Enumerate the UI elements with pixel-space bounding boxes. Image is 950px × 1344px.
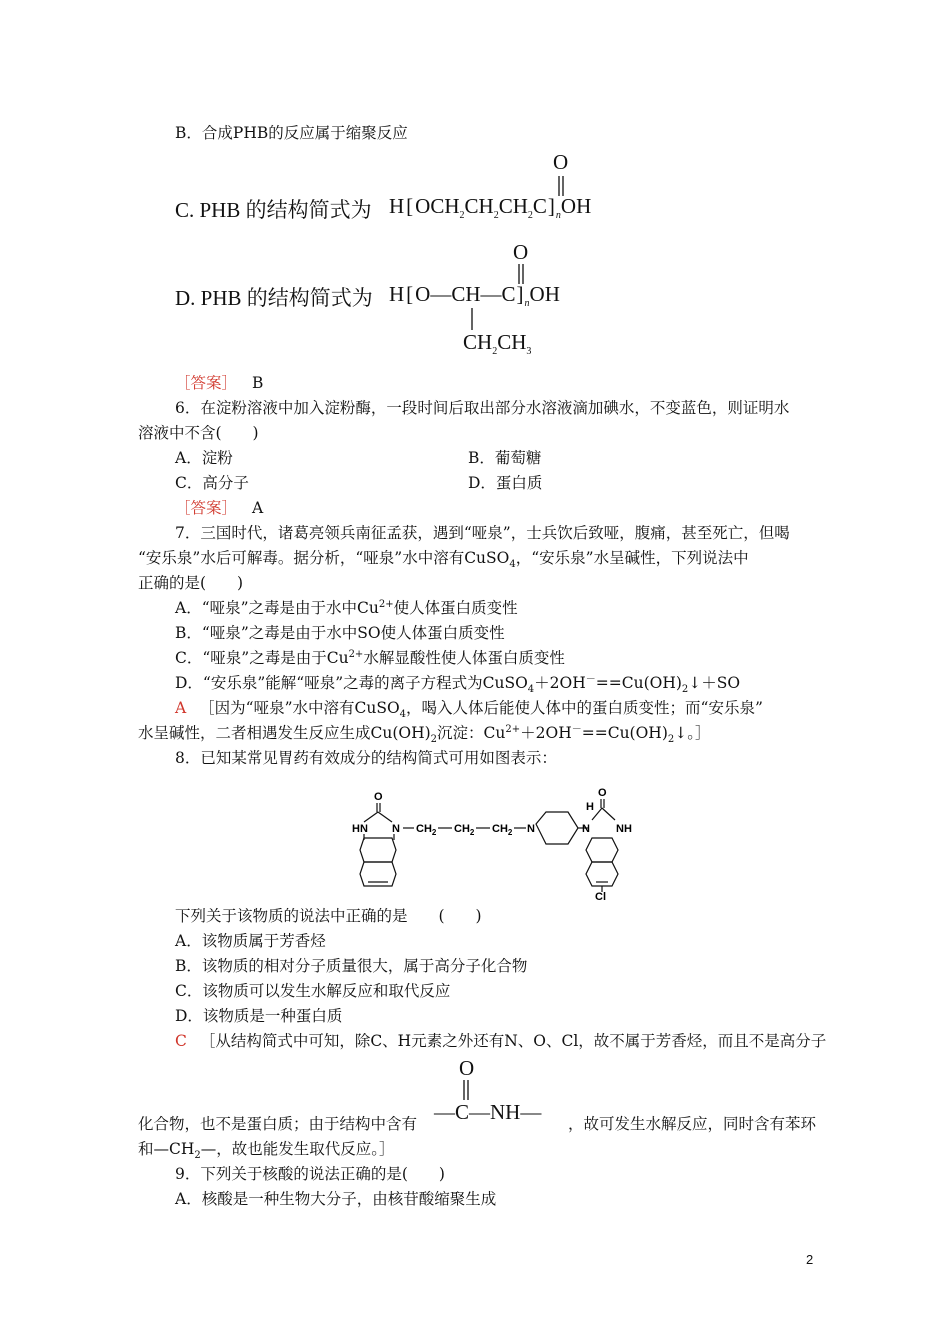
q5-option-b: B．合成PHB的反应属于缩聚反应 <box>175 124 408 142</box>
q8-explanation-line-1: C ［从结构简式中可知，除C、H元素之外还有N、O、Cl，故不属于芳香烃，而且不是高分子 <box>175 1032 827 1050</box>
q8-explanation-line-2a: 化合物，也不是蛋白质；由于结构中含有 <box>138 1115 418 1133</box>
q8-option-a: A．该物质属于芳香烃 <box>175 932 326 950</box>
q5-answer <box>175 373 263 393</box>
q9-stem: 9．下列关于核酸的说法正确的是( ) <box>175 1165 445 1183</box>
q5-option-c-label: C. PHB 的结构简式为 <box>175 198 372 222</box>
q5-option-d-double-bond <box>515 264 527 286</box>
atom-n-spiro: N <box>582 823 590 835</box>
q5-option-d-branch-bond <box>470 308 476 332</box>
atom-n-piperidine: N <box>527 823 535 835</box>
q6-stem-line-1: 6．在淀粉溶液中加入淀粉酶，一段时间后取出部分水溶液滴加碘水，不变蓝色，则证明水 <box>175 399 790 417</box>
q7-explanation-line-1: A ［因为“哑泉”水中溶有CuSO$_4$，喝入人体后能使人体中的蛋白质变性；而“安乐泉” <box>175 699 763 721</box>
q5-option-d-formula: $H[O—CH—C]_nOH$ <box>389 282 560 310</box>
q8-option-d: D．该物质是一种蛋白质 <box>175 1007 343 1025</box>
atom-n: N <box>392 823 400 835</box>
q7-option-c: C．“哑泉”之毒是由于$Cu^{2+}$水解显酸性使人体蛋白质变性 <box>175 648 565 667</box>
q5-option-d-side-chain: $CH_2CH_3$ <box>463 330 532 358</box>
answer-tag: ［答案］ <box>175 374 238 392</box>
q5-option-d <box>175 240 595 360</box>
q5-option-c-formula: $H[OCH_2CH_2CH_2C]_nOH$ <box>389 194 592 222</box>
q5-option-d-carbonyl-o: O <box>513 240 529 264</box>
q5-option-c-carbonyl-o: O <box>553 150 569 174</box>
q7-stem-line-1: 7．三国时代，诸葛亮领兵南征孟获，遇到“哑泉”，士兵饮后致哑，腹痛，甚至死亡，但喝 <box>175 524 790 542</box>
amide-double-bond <box>460 1080 472 1102</box>
answer-tag: ［答案］ <box>175 499 238 517</box>
answer-value: C <box>175 1032 187 1050</box>
q8-question: 下列关于该物质的说法中正确的是 ( ) <box>175 907 482 925</box>
q7-option-b: B．“哑泉”之毒是由于水中SO使人体蛋白质变性 <box>175 624 505 642</box>
q7-explanation-line-2: 水呈碱性，二者相遇发生反应生成$Cu(OH)_2$沉淀：$Cu^{2+}+2OH^-==Cu(OH)_2↓$。］ <box>138 723 711 746</box>
atom-hn: HN <box>352 823 368 835</box>
q7-stem-line-3: 正确的是( ) <box>138 574 244 592</box>
q6-option-a: A．淀粉 <box>175 449 233 467</box>
q5-option-c <box>175 150 635 230</box>
q7-option-d: D．“安乐泉”能解“哑泉”之毒的离子方程式为$CuSO_4+2OH^-==Cu(OH)_2↓+SO$ <box>175 673 741 696</box>
q8-explanation-line-3: 和$—CH_2—$，故也能发生取代反应。］ <box>138 1140 395 1162</box>
q9-option-a: A．核酸是一种生物大分子，由核苷酸缩聚生成 <box>175 1190 497 1208</box>
q5-option-c-double-bond <box>555 176 567 198</box>
q7-option-a: A．“哑泉”之毒是由于水中$Cu^{2+}$使人体蛋白质变性 <box>175 598 518 617</box>
q5-option-d-label: D. PHB 的结构简式为 <box>175 286 373 310</box>
q6-stem-line-2: 溶液中不含( ) <box>138 424 259 442</box>
q7-stem-line-2: “安乐泉”水后可解毒。据分析，“哑泉”水中溶有CuSO$_4$，“安乐泉”水呈碱性，下列说法中 <box>138 549 749 571</box>
q6-option-d: D．蛋白质 <box>468 474 543 492</box>
answer-value: A <box>175 699 187 717</box>
amide-chain: —C—NH— <box>434 1100 542 1124</box>
atom-cl: Cl <box>595 891 606 900</box>
atom-o: O <box>374 791 383 803</box>
page-number: 2 <box>806 1252 814 1267</box>
chain-ch2-2: $CH_2$ <box>454 823 475 837</box>
q8-option-c: C．该物质可以发生水解反应和取代反应 <box>175 982 451 1000</box>
amide-o: O <box>459 1056 475 1080</box>
q8-option-b: B．该物质的相对分子质量很大，属于高分子化合物 <box>175 957 528 975</box>
atom-nh: NH <box>616 823 632 835</box>
q8-stem: 8．已知某常见胃药有效成分的结构简式可用如图表示： <box>175 749 557 767</box>
q6-option-c: C．高分子 <box>175 474 249 492</box>
q6-answer <box>175 498 263 518</box>
q8-structure-diagram <box>340 780 650 900</box>
atom-h: H <box>586 801 594 813</box>
q8-amide-group <box>432 1056 562 1126</box>
chain-ch2-3: $CH_2$ <box>492 823 513 837</box>
chain-ch2-1: $CH_2$ <box>416 823 437 837</box>
q8-explanation-line-2b: ，故可发生水解反应，同时含有苯环 <box>568 1115 817 1133</box>
answer-value: B <box>251 374 264 392</box>
answer-value: A <box>251 499 264 517</box>
q6-option-b: B．葡萄糖 <box>468 449 542 467</box>
atom-o-2: O <box>598 787 607 799</box>
